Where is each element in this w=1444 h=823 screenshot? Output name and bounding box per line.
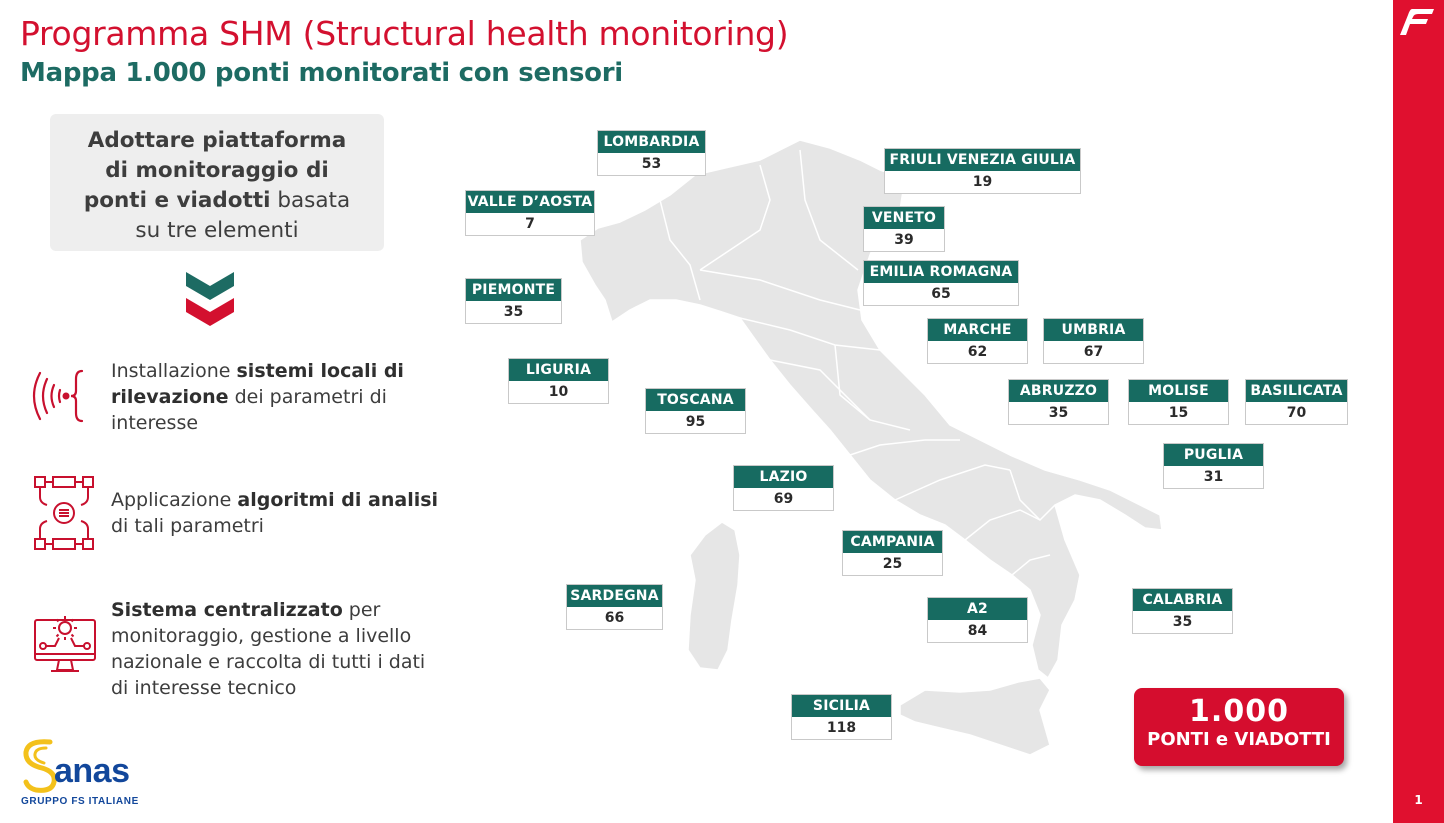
region-molise: [1128, 379, 1229, 425]
region-name: PUGLIA: [1164, 444, 1263, 466]
anas-wordmark: anas: [54, 752, 130, 790]
intro-line-1: Adottare piattaforma: [87, 128, 347, 153]
page-subtitle: Mappa 1.000 ponti monitorati con sensori: [20, 58, 623, 88]
monitor-gear-icon: [33, 610, 97, 676]
region-value: 35: [1172, 614, 1193, 630]
region-value: 35: [1048, 405, 1069, 421]
region-campania: [842, 530, 943, 576]
region-name: LAZIO: [734, 466, 833, 488]
region-value: 53: [641, 156, 662, 172]
region-name: SICILIA: [792, 695, 891, 717]
feature-2-rest: di tali parametri: [111, 515, 264, 537]
region-veneto: [863, 206, 945, 252]
region-value: 65: [931, 286, 951, 302]
region-value: 10: [548, 384, 569, 400]
region-value: 7: [525, 216, 535, 232]
region-name: VENETO: [864, 207, 944, 229]
region-value: 70: [1286, 405, 1307, 421]
region-value: 66: [604, 610, 625, 626]
intro-line-3-rest: basata: [270, 188, 351, 213]
feature-2-bold: algoritmi di analisi: [237, 489, 439, 511]
region-name: FRIULI VENEZIA GIULIA: [885, 149, 1080, 171]
total-box: [1134, 688, 1344, 766]
region-name: LIGURIA: [509, 359, 608, 381]
region-name: ABRUZZO: [1009, 380, 1108, 402]
chevron-down-icon: [186, 272, 234, 328]
feature-3-rest: per monitoraggio, gestione a livello nazionale e raccolta di tutti i dati di interesse tecnico: [111, 599, 426, 699]
region-basilicata: [1245, 379, 1348, 425]
fs-logo-icon: [1398, 6, 1438, 38]
region-name: LOMBARDIA: [598, 131, 705, 153]
region-value: 62: [967, 344, 988, 360]
feature-sensors: [111, 358, 441, 436]
intro-box: [50, 114, 384, 251]
region-value: 84: [967, 623, 988, 639]
feature-1-rest: dei parametri di interesse: [111, 386, 387, 434]
region-piemonte: [465, 278, 562, 324]
region-name: MARCHE: [928, 319, 1027, 341]
region-value: 95: [685, 414, 706, 430]
region-emilia-romagna: [863, 260, 1019, 306]
region-name: UMBRIA: [1044, 319, 1143, 341]
page-number: 1: [1414, 793, 1423, 807]
feature-central-system: [111, 597, 441, 701]
feature-algorithms: [111, 487, 441, 539]
region-value: 31: [1203, 469, 1224, 485]
feature-1-bold: sistemi locali di rilevazione: [111, 360, 404, 408]
region-a2: [927, 597, 1028, 643]
intro-line-3-bold: ponti e viadotti: [83, 188, 271, 213]
intro-line-2: di monitoraggio di: [105, 158, 329, 183]
region-value: 67: [1083, 344, 1104, 360]
region-puglia: [1163, 443, 1264, 489]
region-abruzzo: [1008, 379, 1109, 425]
region-lombardia: [597, 130, 706, 176]
region-sicilia: [791, 694, 892, 740]
region-name: VALLE D’AOSTA: [466, 191, 594, 213]
region-name: CAMPANIA: [843, 531, 942, 553]
region-valle-daosta: [465, 190, 595, 236]
region-value: 25: [882, 556, 903, 572]
feature-2-text: Applicazione: [111, 489, 238, 511]
region-marche: [927, 318, 1028, 364]
feature-1-text: Installazione: [111, 360, 237, 382]
total-label: PONTI e VIADOTTI: [1147, 729, 1331, 750]
region-name: A2: [928, 598, 1027, 620]
region-value: 69: [773, 491, 794, 507]
anas-group-text: GRUPPO FS ITALIANE: [21, 796, 139, 807]
region-umbria: [1043, 318, 1144, 364]
feature-3-bold: Sistema centralizzato: [111, 599, 343, 621]
region-name: CALABRIA: [1133, 589, 1232, 611]
page-title: Programma SHM (Structural health monitoring): [20, 14, 789, 53]
region-calabria: [1132, 588, 1233, 634]
region-toscana: [645, 388, 746, 434]
region-value: 118: [826, 720, 857, 736]
region-value: 35: [503, 304, 524, 320]
region-name: MOLISE: [1129, 380, 1228, 402]
region-name: EMILIA ROMAGNA: [864, 261, 1018, 283]
sensor-wave-icon: [30, 365, 92, 427]
region-name: SARDEGNA: [567, 585, 662, 607]
region-value: 19: [972, 174, 993, 190]
region-name: PIEMONTE: [466, 279, 561, 301]
region-liguria: [508, 358, 609, 404]
region-value: 39: [894, 232, 914, 248]
region-value: 15: [1168, 405, 1189, 421]
side-bar: [1393, 0, 1444, 823]
total-number: 1.000: [1189, 694, 1289, 729]
algorithm-flow-icon: [33, 475, 95, 551]
intro-line-4: su tre elementi: [135, 218, 299, 243]
region-name: TOSCANA: [646, 389, 745, 411]
region-sardegna: [566, 584, 663, 630]
region-name: BASILICATA: [1246, 380, 1347, 402]
region-lazio: [733, 465, 834, 511]
region-friuli: [884, 148, 1081, 194]
